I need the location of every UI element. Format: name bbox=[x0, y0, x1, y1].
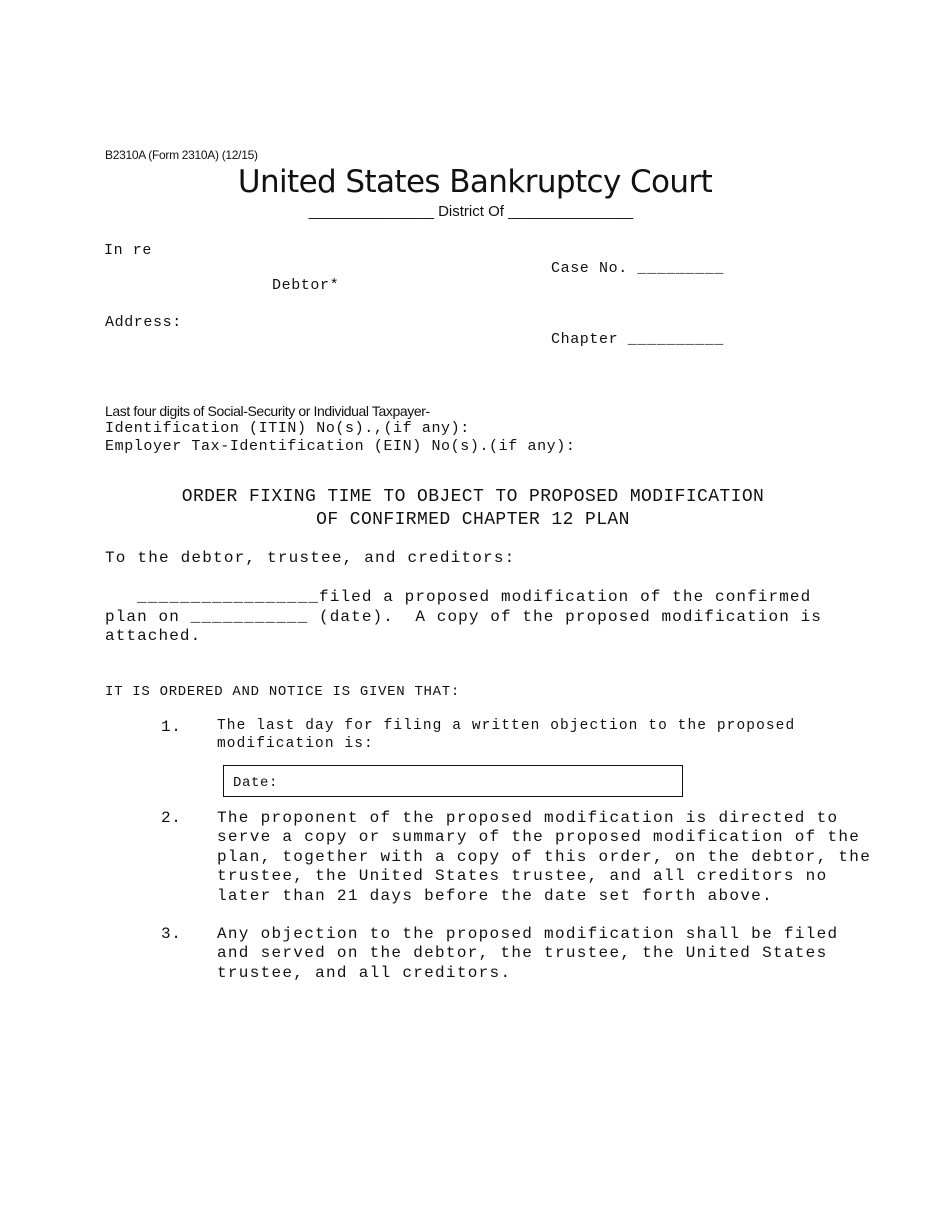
ein-label: Employer Tax-Identification (EIN) No(s).(if any): bbox=[105, 438, 576, 455]
ssn-itin-label: Last four digits of Social-Security or Individual Taxpayer- bbox=[105, 403, 430, 419]
address-label: Address: bbox=[105, 314, 182, 331]
date-input-box[interactable] bbox=[223, 765, 683, 797]
itin-label: Identification (ITIN) No(s).,(if any): bbox=[105, 420, 470, 437]
date-label: Date: bbox=[233, 775, 279, 791]
item-number: 1. bbox=[161, 718, 182, 736]
salutation: To the debtor, trustee, and creditors: bbox=[105, 549, 516, 567]
item-text: The proponent of the proposed modification is directed to serve a copy or summary of the proposed modification of the plan, together with a copy of this order, on the debtor, the trustee, the United States trustee, and all creditors no later than 21 days before the date set forth above. bbox=[217, 809, 872, 905]
in-re-label: In re bbox=[104, 242, 153, 259]
district-line: _______________ District Of _______________ bbox=[308, 203, 634, 220]
item-number: 2. bbox=[161, 809, 182, 827]
ordered-heading: IT IS ORDERED AND NOTICE IS GIVEN THAT: bbox=[105, 684, 460, 700]
item-number: 3. bbox=[161, 925, 182, 943]
intro-paragraph: _________________filed a proposed modification of the confirmed plan on ___________ (date). A copy of the proposed modification is attached. bbox=[105, 588, 823, 645]
case-number-field: Case No. _________ bbox=[551, 260, 724, 277]
court-title: United States Bankruptcy Court bbox=[237, 164, 713, 200]
order-title: ORDER FIXING TIME TO OBJECT TO PROPOSED MODIFICATION OF CONFIRMED CHAPTER 12 PLAN bbox=[181, 487, 765, 530]
form-identifier: B2310A (Form 2310A) (12/15) bbox=[105, 148, 258, 162]
chapter-field: Chapter __________ bbox=[551, 331, 724, 348]
item-text: Any objection to the proposed modification shall be filed and served on the debtor, the trustee, the United States trustee, and all creditors. bbox=[217, 925, 839, 982]
debtor-label: Debtor* bbox=[272, 277, 340, 294]
item-text: The last day for filing a written objection to the proposed modification is: bbox=[217, 718, 796, 752]
